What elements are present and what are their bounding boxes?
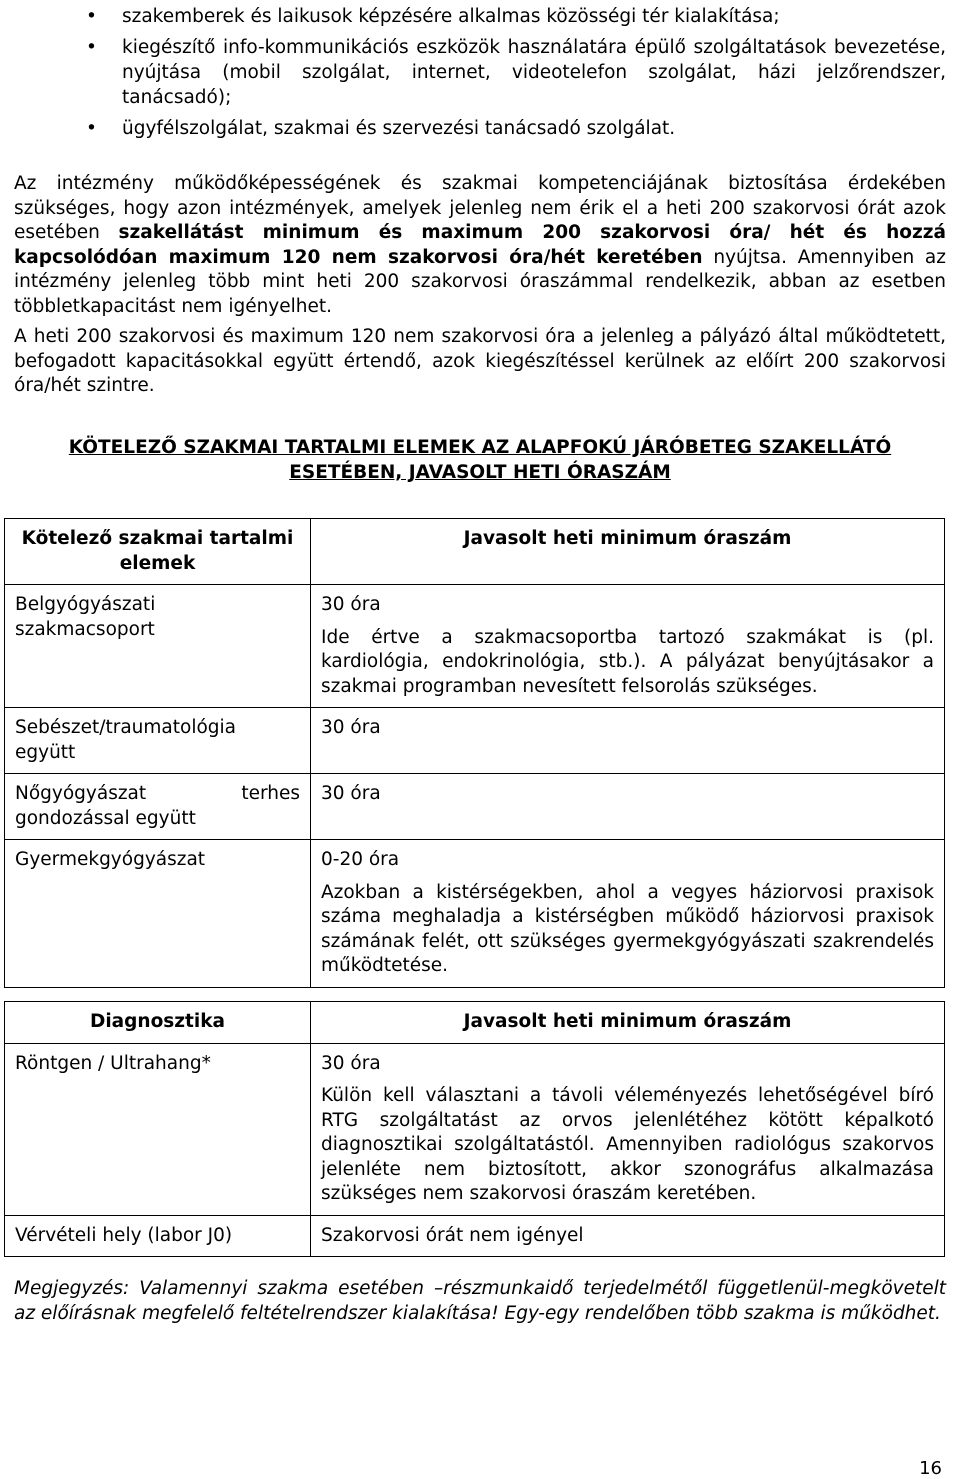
table-row <box>5 708 945 774</box>
list-item: • szakemberek és laikusok képzésére alkalmas közösségi tér kialakítása; <box>86 6 780 27</box>
table-row <box>5 774 945 840</box>
table-header-row <box>5 1002 945 1044</box>
table-cell: Gyermekgyógyászat <box>5 840 311 988</box>
table-cell: 30 óra <box>311 708 945 774</box>
table-cell: Szakorvosi órát nem igényel <box>311 1215 945 1257</box>
table-cell: 30 óra Ide értve a szakmacsoportba tartozó szakmákat is (pl. kardiológia, endokrinológia, stb.). A pályázat benyújtásakor a szakmai programban nevesített felsorolás szükséges. <box>311 585 945 708</box>
diagnostics-table <box>4 1001 945 1257</box>
table-cell: 30 óra Külön kell választani a távoli véleményezés lehetőségével bíró RTG szolgáltatást az orvos jelenlétéhez kötött képalkotó diagnosztikai szolgáltatástól. Amennyiben radiológus szakorvos jelenléte nem biztosított, akkor szonográfus alkalmazása szükséges nem szakorvosi óraszám keretében. <box>311 1043 945 1215</box>
table-cell: Nőgyógyászat terhes gondozással együtt <box>5 774 311 840</box>
table-cell: 30 óra <box>311 774 945 840</box>
list-item: • kiegészítő info-kommunikációs eszközök használatára épülő szolgáltatások bevezetése, nyújtása (mobil szolgálat, internet, videotelefon szolgálat, házi jelzőrendszer, tanácsadó); <box>86 37 946 108</box>
bullet-icon: • <box>86 37 97 58</box>
table-cell: 0-20 óra Azokban a kistérségekben, ahol a vegyes háziorvosi praxisok száma meghaladja a kistérségben működő háziorvosi praxisok számának felét, ott szükséges gyermekgyógyászati szakrendelés működtetése. <box>311 840 945 988</box>
table-row <box>5 585 945 708</box>
table-header-row <box>5 519 945 585</box>
bullet-icon: • <box>86 6 97 27</box>
table-cell: Röntgen / Ultrahang* <box>5 1043 311 1215</box>
footnote: Megjegyzés: Valamennyi szakma esetében –részmunkaidő terjedelmétől függetlenül-megkövetelt az előírásnak megfelelő feltételrendszer kialakítása! Egy-egy rendelőben több szakma is működhet. <box>14 1278 946 1324</box>
bullet-icon: • <box>86 118 97 139</box>
table-cell: Sebészet/traumatológia együtt <box>5 708 311 774</box>
column-header: Javasolt heti minimum óraszám <box>311 519 945 585</box>
table-row <box>5 1215 945 1257</box>
table-row <box>5 840 945 988</box>
list-item: • ügyfélszolgálat, szakmai és szervezési tanácsadó szolgálat. <box>86 118 676 139</box>
column-header: Diagnosztika <box>5 1002 311 1044</box>
table-cell: Belgyógyászati szakmacsoport <box>5 585 311 708</box>
page-number: 16 <box>919 1458 942 1479</box>
table-cell: Vérvételi hely (labor J0) <box>5 1215 311 1257</box>
column-header: Javasolt heti minimum óraszám <box>311 1002 945 1044</box>
column-header: Kötelező szakmai tartalmi elemek <box>5 519 311 585</box>
paragraph-capacity: Az intézmény működőképességének és szakmai kompetenciájának biztosítása érdekében szükséges, hogy azon intézmények, amelyek jelenleg nem érik el a heti 200 szakorvosi órát azok esetében szakellátást minimum és maximum 200 szakorvosi óra/ hét és hozzá kapcsolódóan maximum 120 nem szakorvosi óra/hét keretében nyújtsa. Amennyiben az intézmény jelenleg több mint heti 200 szakorvosi óraszámmal rendelkezik, abban az esetben többletkapacitást nem igényelhet. <box>14 173 946 317</box>
paragraph-hours: A heti 200 szakorvosi és maximum 120 nem szakorvosi óra a jelenleg a pályázó által működtetett, befogadott kapacitásokkal együtt értendő, azok kiegészítéssel kerülnek az előírt 200 szakorvosi óra/hét szintre. <box>14 326 946 396</box>
section-heading: KÖTELEZŐ SZAKMAI TARTALMI ELEMEK AZ ALAPFOKÚ JÁRÓBETEG SZAKELLÁTÓ ESETÉBEN, JAVASOLT HETI ÓRASZÁM <box>68 437 892 483</box>
table-row <box>5 1043 945 1215</box>
required-elements-table <box>4 518 945 988</box>
bullet-list <box>14 4 946 147</box>
